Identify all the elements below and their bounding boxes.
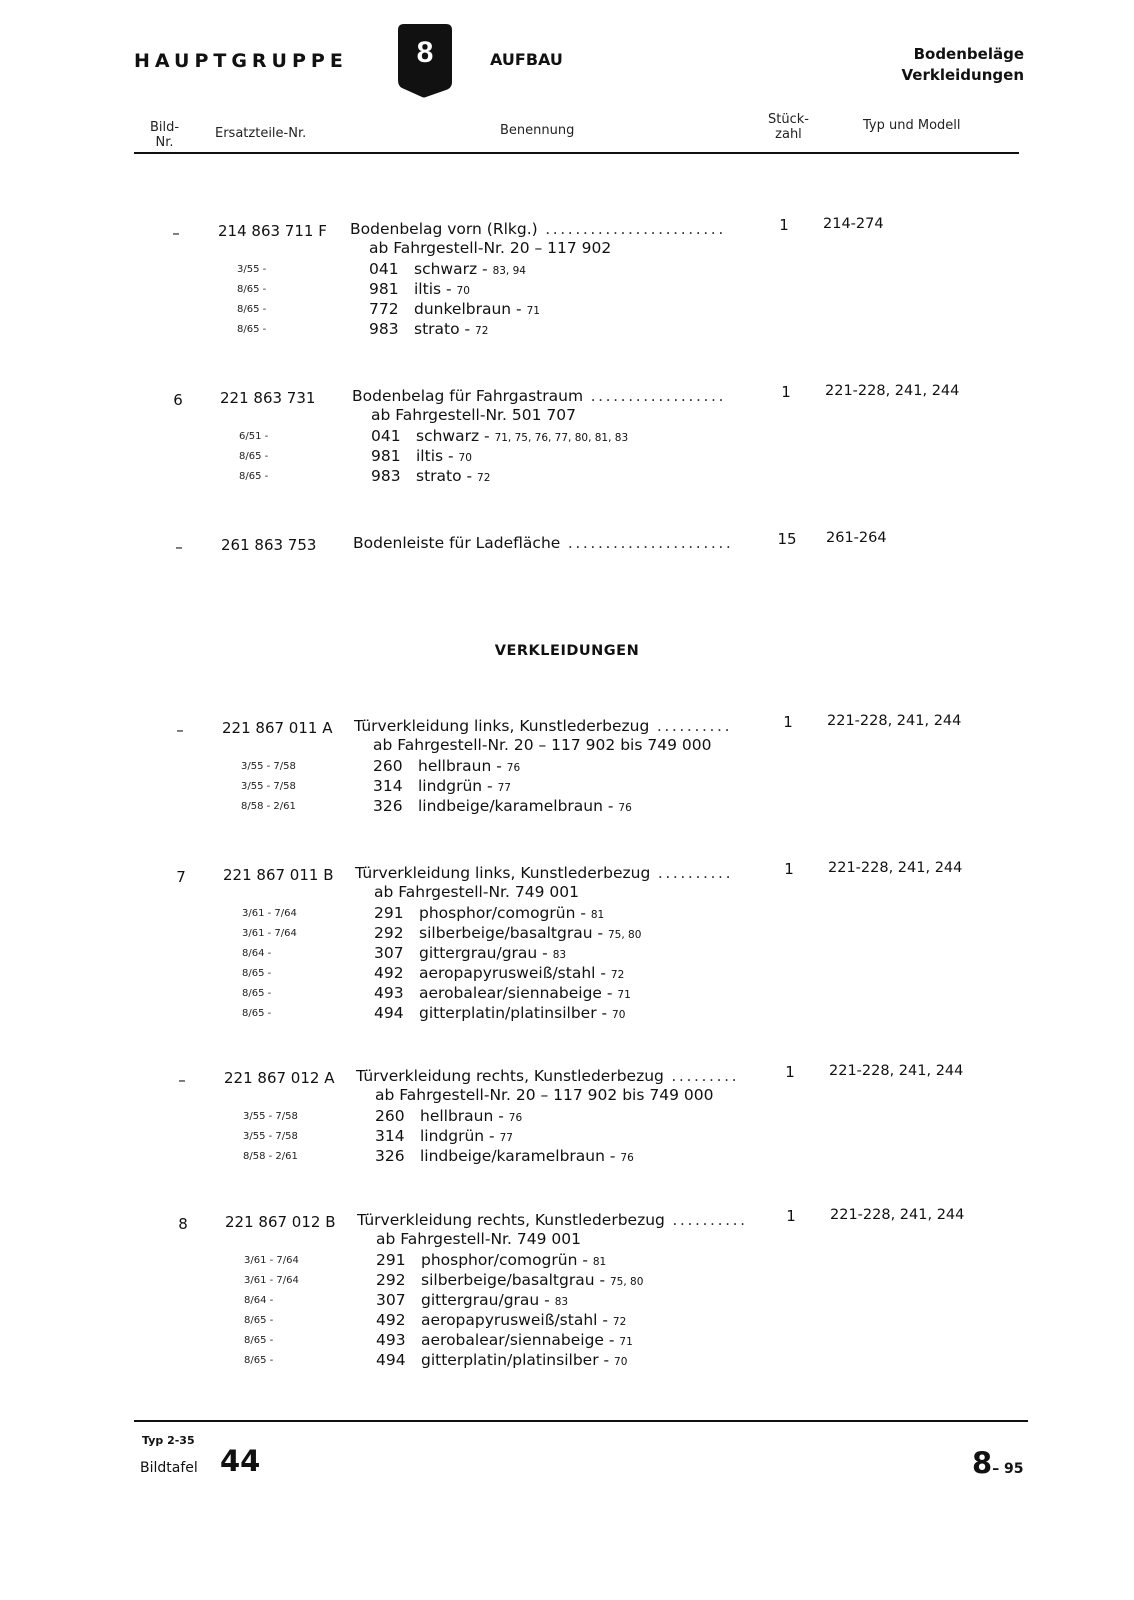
color-code: 494 [374, 1004, 404, 1022]
color-name-text: schwarz - [416, 427, 490, 445]
entry-name-text: Bodenleiste für Ladefläche [353, 534, 561, 552]
footer-bildtafel-label: Bildtafel [140, 1460, 198, 1476]
entry-bild-nr: – [176, 721, 184, 739]
color-name-text: phosphor/comogrün - [421, 1251, 588, 1269]
color-code: 772 [369, 300, 399, 318]
entry-quantity: 1 [784, 860, 794, 878]
color-name [420, 1147, 634, 1165]
color-variant-row [0, 1147, 1134, 1167]
entry-name-text: Bodenbelag vorn (Rlkg.) [350, 220, 538, 238]
entry-bild-nr: – [172, 224, 180, 242]
color-model-codes: 72 [612, 1316, 627, 1328]
color-name [421, 1271, 643, 1289]
color-code: 492 [374, 964, 404, 982]
page-title-line-2: Verkleidungen [901, 66, 1024, 84]
color-variant-row [0, 1107, 1134, 1127]
entry-part-number: 221 867 012 B [225, 1213, 336, 1231]
entry-part-number: 221 863 731 [220, 389, 316, 407]
entry-quantity: 1 [785, 1063, 795, 1081]
color-variant-row [0, 944, 1134, 964]
color-name [419, 964, 624, 982]
color-code: 983 [369, 320, 399, 338]
page-number-sub: – 95 [992, 1461, 1024, 1477]
col-header-bild: Bild- Nr. [150, 120, 180, 150]
color-variant-row [0, 797, 1134, 817]
color-date-range: 3/55 - 7/58 [241, 781, 296, 792]
color-date-range: 8/64 - [244, 1295, 274, 1306]
color-model-codes: 71 [617, 989, 631, 1001]
color-model-codes: 70 [612, 1009, 626, 1021]
color-variant-row [0, 904, 1134, 924]
color-model-codes: 71, 75, 76, 77, 80, 81, 83 [494, 432, 629, 444]
group-label: HAUPTGRUPPE [134, 50, 348, 72]
color-code: 983 [371, 467, 401, 485]
group-number: 8 [416, 36, 434, 69]
color-variant-row [0, 427, 1134, 447]
color-name-text: silberbeige/basaltgrau - [419, 924, 604, 942]
leader-dots: .................. [583, 387, 727, 405]
entry-bild-nr: – [178, 1071, 186, 1089]
subheading: VERKLEIDUNGEN [494, 643, 640, 659]
color-date-range: 3/61 - 7/64 [242, 928, 297, 939]
color-model-codes: 75, 80 [608, 929, 642, 941]
color-variant-list [0, 427, 1134, 487]
color-date-range: 8/65 - [239, 451, 269, 462]
color-code: 260 [373, 757, 403, 775]
color-date-range: 8/65 - [237, 284, 267, 295]
color-date-range: 8/65 - [244, 1355, 274, 1366]
color-name [419, 924, 641, 942]
entry-name-text: Türverkleidung links, Kunstlederbezug [355, 864, 651, 882]
color-variant-row [0, 1004, 1134, 1024]
color-variant-list [0, 260, 1134, 340]
color-variant-row [0, 964, 1134, 984]
entry-chassis-range: ab Fahrgestell-Nr. 749 001 [376, 1230, 581, 1248]
color-date-range: 8/64 - [242, 948, 272, 959]
color-date-range: 6/51 - [239, 431, 269, 442]
color-date-range: 8/58 - 2/61 [243, 1151, 298, 1162]
color-model-codes: 71 [526, 305, 540, 317]
entry-name [357, 1211, 748, 1229]
color-name-text: hellbraun - [420, 1107, 504, 1125]
footer-rule [134, 1420, 1028, 1422]
color-name-text: gittergrau/grau - [419, 944, 548, 962]
color-code: 981 [371, 447, 401, 465]
color-name [421, 1351, 627, 1369]
color-name-text: lindgrün - [420, 1127, 495, 1145]
color-code: 326 [375, 1147, 405, 1165]
entry-bild-nr: – [175, 538, 183, 556]
color-name [420, 1107, 522, 1125]
color-code: 493 [374, 984, 404, 1002]
entry-part-number: 221 867 012 A [224, 1069, 335, 1087]
color-name [414, 300, 540, 318]
color-variant-row [0, 757, 1134, 777]
color-name [418, 757, 520, 775]
color-model-codes: 70 [458, 452, 472, 464]
color-variant-row [0, 984, 1134, 1004]
color-variant-row [0, 320, 1134, 340]
color-date-range: 8/65 - [244, 1315, 274, 1326]
color-variant-row [0, 447, 1134, 467]
color-name-text: phosphor/comogrün - [419, 904, 586, 922]
color-name-text: aeropapyrusweiß/stahl - [421, 1311, 608, 1329]
color-name-text: silberbeige/basaltgrau - [421, 1271, 606, 1289]
color-name [420, 1127, 513, 1145]
entry-chassis-range: ab Fahrgestell-Nr. 20 – 117 902 [369, 239, 612, 257]
color-code: 291 [374, 904, 404, 922]
color-code: 292 [374, 924, 404, 942]
color-code: 494 [376, 1351, 406, 1369]
color-name [416, 427, 628, 445]
color-name [414, 260, 526, 278]
color-model-codes: 76 [506, 762, 521, 774]
color-model-codes: 72 [477, 472, 491, 484]
color-name [421, 1311, 626, 1329]
color-variant-row [0, 1291, 1134, 1311]
col-header-part: Ersatzteile-Nr. [215, 126, 307, 141]
color-name-text: lindbeige/karamelbraun - [418, 797, 614, 815]
footer-typ: Typ 2-35 [142, 1434, 195, 1447]
entry-quantity: 1 [783, 713, 793, 731]
entry-type-model: 221-228, 241, 244 [828, 860, 963, 876]
entry-part-number: 221 867 011 A [222, 719, 333, 737]
color-name-text: iltis - [416, 447, 454, 465]
color-date-range: 3/55 - 7/58 [243, 1111, 298, 1122]
color-name [418, 777, 511, 795]
entry-part-number: 214 863 711 F [218, 222, 327, 240]
color-date-range: 3/55 - [237, 264, 267, 275]
color-date-range: 8/65 - [242, 988, 272, 999]
group-badge [396, 22, 454, 98]
color-date-range: 8/65 - [242, 968, 272, 979]
color-variant-row [0, 1271, 1134, 1291]
entry-name [354, 717, 732, 735]
entry-name [350, 220, 726, 238]
color-name [421, 1331, 633, 1349]
color-variant-row [0, 1331, 1134, 1351]
entry-chassis-range: ab Fahrgestell-Nr. 20 – 117 902 bis 749 000 [373, 736, 712, 754]
color-name-text: gitterplatin/platinsilber - [419, 1004, 608, 1022]
color-model-codes: 76 [620, 1152, 634, 1164]
color-variant-row [0, 260, 1134, 280]
color-name [414, 320, 488, 338]
leader-dots: ...................... [560, 534, 734, 552]
color-code: 041 [369, 260, 399, 278]
col-header-name: Benennung [500, 123, 575, 138]
color-name-text: gitterplatin/platinsilber - [421, 1351, 610, 1369]
color-model-codes: 72 [475, 325, 489, 337]
color-date-range: 8/65 - [237, 304, 267, 315]
entry-type-model: 221-228, 241, 244 [829, 1063, 964, 1079]
entry-type-model: 221-228, 241, 244 [825, 383, 960, 399]
entry-quantity: 1 [781, 383, 791, 401]
color-name-text: dunkelbraun - [414, 300, 522, 318]
color-model-codes: 76 [618, 802, 632, 814]
color-name [419, 944, 566, 962]
entry-name [353, 534, 733, 552]
color-code: 041 [371, 427, 401, 445]
leader-dots: .......... [649, 717, 733, 735]
color-name [419, 1004, 625, 1022]
entry-name-text: Türverkleidung links, Kunstlederbezug [354, 717, 650, 735]
entry-type-model: 221-228, 241, 244 [827, 713, 962, 729]
entry-quantity: 1 [779, 216, 789, 234]
entry-chassis-range: ab Fahrgestell-Nr. 20 – 117 902 bis 749 000 [375, 1086, 714, 1104]
entry-part-number: 221 867 011 B [223, 866, 334, 884]
col-header-type: Typ und Modell [863, 118, 961, 133]
color-name-text: strato - [414, 320, 471, 338]
entry-quantity: 15 [777, 530, 797, 548]
color-code: 307 [374, 944, 404, 962]
header-rule [134, 152, 1019, 154]
color-code: 314 [373, 777, 403, 795]
color-model-codes: 77 [497, 782, 511, 794]
color-name-text: hellbraun - [418, 757, 502, 775]
color-name [414, 280, 470, 298]
color-model-codes: 70 [456, 285, 470, 297]
color-name-text: lindgrün - [418, 777, 493, 795]
footer-bildtafel-number: 44 [220, 1444, 261, 1478]
color-code: 493 [376, 1331, 406, 1349]
entry-name [355, 864, 733, 882]
color-name-text: aerobalear/siennabeige - [419, 984, 613, 1002]
color-name [419, 984, 631, 1002]
entry-chassis-range: ab Fahrgestell-Nr. 501 707 [371, 406, 576, 424]
leader-dots: .......... [650, 864, 734, 882]
color-variant-row [0, 924, 1134, 944]
leader-dots: ......... [663, 1067, 740, 1085]
color-name [419, 904, 604, 922]
color-variant-row [0, 467, 1134, 487]
entry-type-model: 214-274 [823, 216, 884, 232]
color-model-codes: 72 [610, 969, 625, 981]
page-title-line-1: Bodenbeläge [913, 45, 1024, 63]
color-variant-list [0, 757, 1134, 817]
color-code: 291 [376, 1251, 406, 1269]
color-model-codes: 83 [554, 1296, 569, 1308]
color-variant-row [0, 1311, 1134, 1331]
color-model-codes: 70 [614, 1356, 628, 1368]
entry-bild-nr: 7 [176, 868, 186, 886]
entry-bild-nr: 8 [178, 1215, 188, 1233]
color-date-range: 3/61 - 7/64 [244, 1255, 299, 1266]
color-model-codes: 75, 80 [610, 1276, 644, 1288]
color-code: 492 [376, 1311, 406, 1329]
color-name-text: lindbeige/karamelbraun - [420, 1147, 616, 1165]
entry-bild-nr: 6 [173, 391, 183, 409]
color-model-codes: 83, 94 [492, 265, 526, 277]
color-date-range: 8/65 - [237, 324, 267, 335]
color-name [418, 797, 632, 815]
color-name-text: gittergrau/grau - [421, 1291, 550, 1309]
page-title [902, 44, 1024, 86]
color-name [421, 1291, 568, 1309]
color-model-codes: 77 [499, 1132, 513, 1144]
entry-part-number: 261 863 753 [221, 536, 317, 554]
color-date-range: 3/61 - 7/64 [244, 1275, 299, 1286]
color-model-codes: 81 [590, 909, 605, 921]
entry-quantity: 1 [786, 1207, 796, 1225]
color-variant-list [0, 904, 1134, 1024]
color-variant-row [0, 1351, 1134, 1371]
color-date-range: 3/55 - 7/58 [243, 1131, 298, 1142]
leader-dots: ........................ [537, 220, 726, 238]
entry-name [352, 387, 726, 405]
color-date-range: 3/61 - 7/64 [242, 908, 297, 919]
color-variant-row [0, 300, 1134, 320]
entry-name-text: Türverkleidung rechts, Kunstlederbezug [356, 1067, 664, 1085]
section-title: AUFBAU [490, 50, 563, 69]
color-date-range: 8/65 - [239, 471, 269, 482]
entry-name-text: Bodenbelag für Fahrgastraum [352, 387, 584, 405]
color-variant-row [0, 1251, 1134, 1271]
color-variant-list [0, 1107, 1134, 1167]
color-code: 292 [376, 1271, 406, 1289]
color-variant-row [0, 777, 1134, 797]
entry-name [356, 1067, 739, 1085]
color-code: 326 [373, 797, 403, 815]
color-name-text: strato - [416, 467, 473, 485]
color-name [416, 467, 490, 485]
color-code: 260 [375, 1107, 405, 1125]
leader-dots: .......... [664, 1211, 748, 1229]
color-model-codes: 76 [508, 1112, 523, 1124]
color-code: 314 [375, 1127, 405, 1145]
color-variant-row [0, 280, 1134, 300]
color-date-range: 8/65 - [242, 1008, 272, 1019]
color-name-text: aeropapyrusweiß/stahl - [419, 964, 606, 982]
color-date-range: 8/65 - [244, 1335, 274, 1346]
color-code: 307 [376, 1291, 406, 1309]
page-number-main: 8 [972, 1446, 993, 1480]
color-name-text: iltis - [414, 280, 452, 298]
entry-type-model: 221-228, 241, 244 [830, 1207, 965, 1223]
color-name [416, 447, 472, 465]
color-model-codes: 71 [619, 1336, 633, 1348]
color-variant-list [0, 1251, 1134, 1371]
color-date-range: 8/58 - 2/61 [241, 801, 296, 812]
color-name-text: schwarz - [414, 260, 488, 278]
page-number [972, 1446, 1024, 1480]
color-name [421, 1251, 606, 1269]
color-model-codes: 83 [552, 949, 567, 961]
entry-type-model: 261-264 [826, 530, 887, 546]
color-date-range: 3/55 - 7/58 [241, 761, 296, 772]
col-header-qty: Stück- zahl [768, 112, 809, 142]
color-variant-row [0, 1127, 1134, 1147]
color-model-codes: 81 [592, 1256, 607, 1268]
color-name-text: aerobalear/siennabeige - [421, 1331, 615, 1349]
entry-chassis-range: ab Fahrgestell-Nr. 749 001 [374, 883, 579, 901]
color-code: 981 [369, 280, 399, 298]
entry-name-text: Türverkleidung rechts, Kunstlederbezug [357, 1211, 665, 1229]
